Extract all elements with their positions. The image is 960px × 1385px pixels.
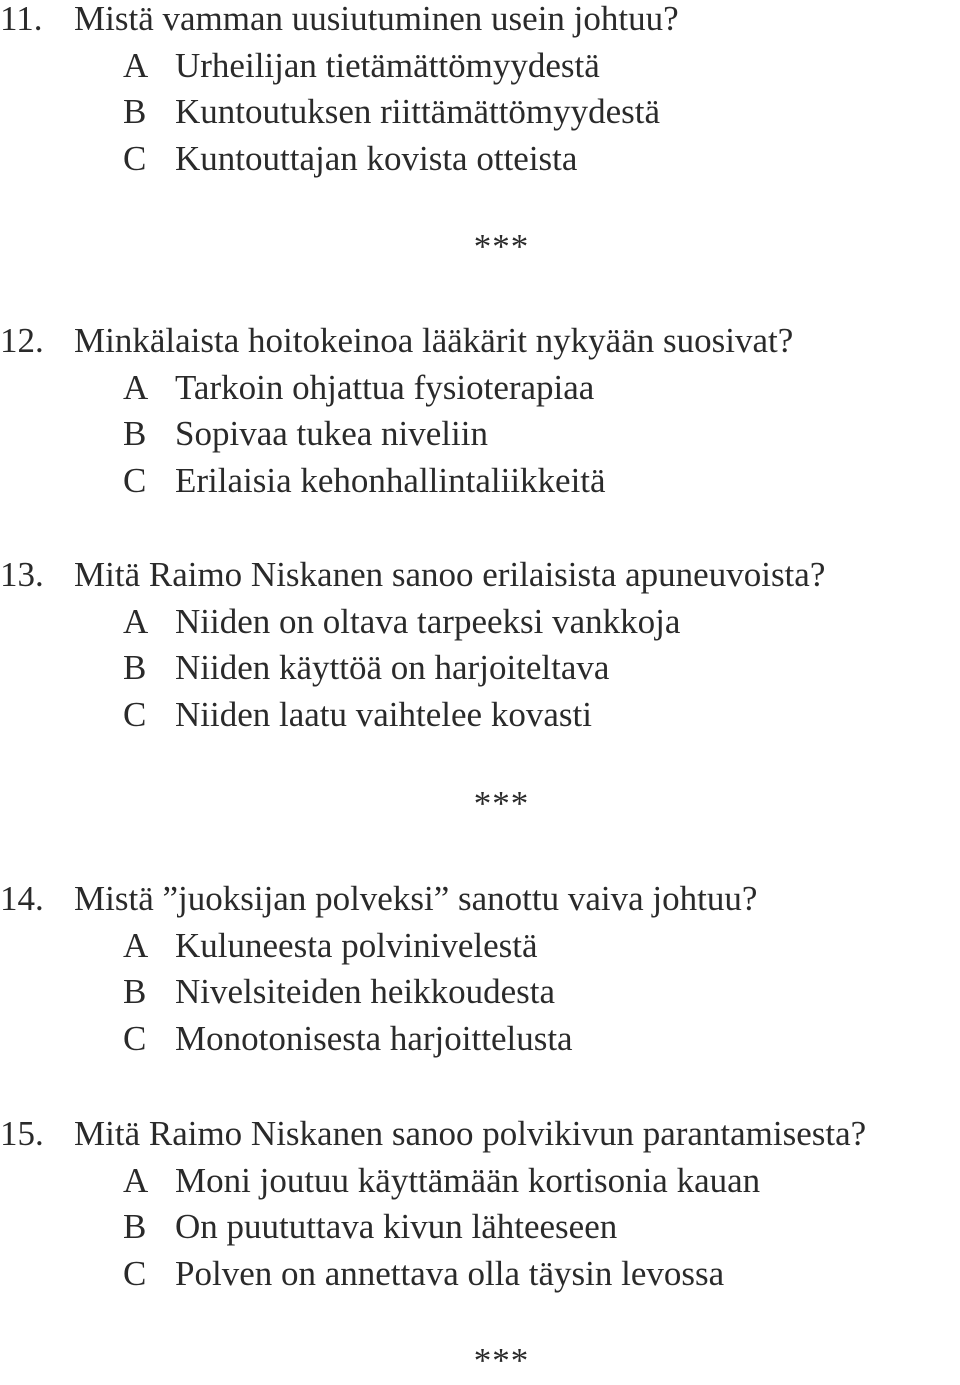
question-line	[0, 876, 960, 923]
option-letter: A	[123, 367, 149, 407]
option-b	[0, 411, 960, 458]
option-letter: C	[123, 694, 147, 734]
option-a	[0, 923, 960, 970]
question-14	[0, 876, 960, 1062]
option-c	[0, 1016, 960, 1063]
question-15	[0, 1111, 960, 1297]
option-b	[0, 969, 960, 1016]
option-text: Urheilijan tietämättömyydestä	[175, 45, 600, 85]
option-b	[0, 89, 960, 136]
question-line	[0, 0, 960, 43]
option-text: Kuluneesta polvinivelestä	[175, 925, 538, 965]
option-text: Nivelsiteiden heikkoudesta	[175, 972, 556, 1011]
option-a	[0, 599, 960, 646]
question-number: 13.	[0, 555, 44, 594]
option-c	[0, 1251, 960, 1298]
section-separator: ***	[473, 784, 530, 823]
option-letter: C	[123, 1253, 147, 1293]
option-b	[0, 645, 960, 692]
question-number: 15.	[0, 1114, 44, 1153]
option-letter: B	[123, 1207, 147, 1246]
option-c	[0, 692, 960, 739]
question-line	[0, 552, 960, 599]
option-letter: A	[123, 601, 149, 641]
option-text: Polven on annettava olla täysin levossa	[175, 1253, 725, 1293]
option-letter: A	[123, 925, 149, 965]
option-text: On puututtava kivun lähteeseen	[175, 1207, 618, 1246]
question-line	[0, 318, 960, 365]
option-text: Niiden laatu vaihtelee kovasti	[175, 694, 592, 734]
option-text: Moni joutuu käyttämään kortisonia kauan	[175, 1160, 761, 1200]
question-number: 14.	[0, 879, 44, 918]
question-13	[0, 552, 960, 738]
option-a	[0, 43, 960, 90]
question-12	[0, 318, 960, 504]
option-letter: C	[123, 460, 147, 500]
question-text: Mistä vamman uusiutuminen usein johtuu?	[74, 0, 679, 38]
option-letter: A	[123, 1160, 149, 1200]
option-b	[0, 1204, 960, 1251]
option-letter: C	[123, 1018, 147, 1058]
question-number: 11.	[0, 0, 43, 38]
question-text: Minkälaista hoitokeinoa lääkärit nykyään suosivat?	[74, 321, 794, 360]
option-text: Sopivaa tukea niveliin	[175, 414, 488, 453]
question-line	[0, 1111, 960, 1158]
option-letter: A	[123, 45, 149, 85]
question-text: Mitä Raimo Niskanen sanoo polvikivun parantamisesta?	[74, 1114, 867, 1153]
option-letter: B	[123, 92, 147, 131]
option-text: Kuntouttajan kovista otteista	[175, 138, 578, 178]
option-a	[0, 1158, 960, 1205]
option-text: Kuntoutuksen riittämättömyydestä	[175, 92, 661, 131]
option-text: Erilaisia kehonhallintaliikkeitä	[175, 460, 606, 500]
question-number: 12.	[0, 321, 44, 360]
option-letter: B	[123, 972, 147, 1011]
option-text: Monotonisesta harjoittelusta	[175, 1018, 573, 1058]
option-text: Niiden käyttöä on harjoiteltava	[175, 648, 610, 687]
question-text: Mistä ”juoksijan polveksi” sanottu vaiva johtuu?	[74, 879, 758, 918]
option-a	[0, 365, 960, 412]
option-letter: B	[123, 414, 147, 453]
option-c	[0, 136, 960, 183]
option-c	[0, 458, 960, 505]
section-separator: ***	[473, 227, 530, 266]
question-text: Mitä Raimo Niskanen sanoo erilaisista apuneuvoista?	[74, 555, 826, 594]
section-separator: ***	[473, 1341, 530, 1380]
option-text: Niiden on oltava tarpeeksi vankkoja	[175, 601, 681, 641]
question-11	[0, 0, 960, 182]
option-text: Tarkoin ohjattua fysioterapiaa	[175, 367, 595, 407]
option-letter: B	[123, 648, 147, 687]
option-letter: C	[123, 138, 147, 178]
